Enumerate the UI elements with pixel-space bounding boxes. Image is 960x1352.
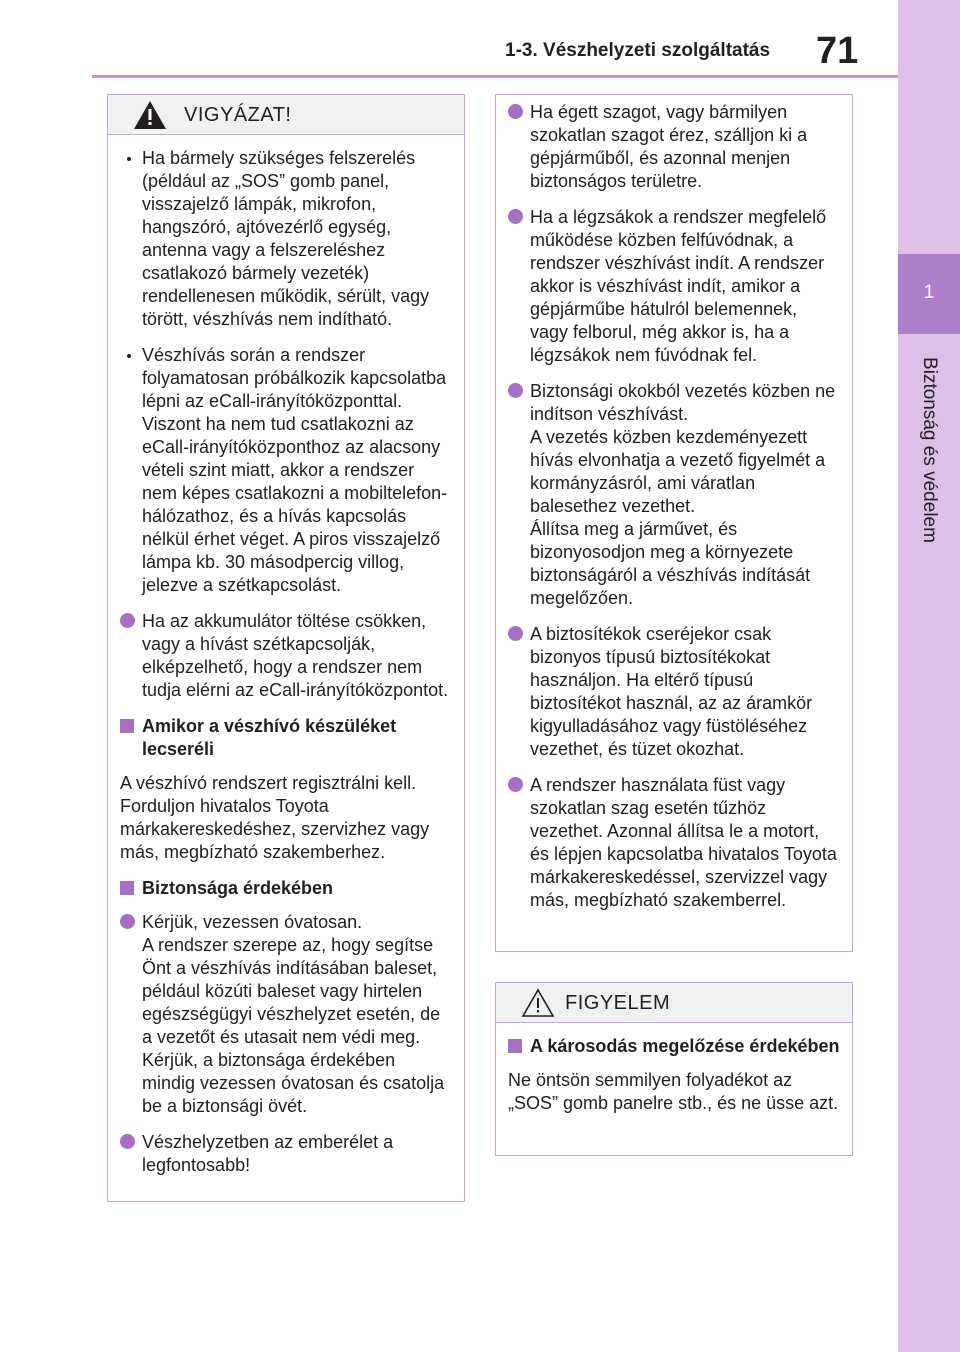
warning-box-content xyxy=(108,135,464,1177)
bullet-text: A rendszer szerepe az, hogy segítse Önt a vészhívás indításában baleset, például közúti baleset vagy hirtelen egészségügyi vészhelyzet esetén, de a vezetőt és utasait nem védi meg. Kérjük, a biztonsága érdekében mindig vezessen óvatosan és csatolja be a biztonsági övét. xyxy=(142,935,445,1116)
bullet-item xyxy=(120,911,452,1118)
warning-box-title: VIGYÁZAT! xyxy=(184,104,292,126)
circle-bullet-icon xyxy=(120,613,135,628)
bullet-text: Ha az akkumulátor töltése csökken, vagy a hívást szétkapcsolják, elképzelhető, hogy a rendszer nem tudja elérni az eCall-irányítóközpontot. xyxy=(142,611,449,700)
bullet-lead: Biztonsági okokból vezetés közben ne indítson vészhívást. xyxy=(530,381,836,424)
bullet-item xyxy=(508,774,840,912)
warning-box-continued xyxy=(495,94,853,952)
bullet-item xyxy=(120,1131,452,1177)
notice-box-content xyxy=(496,1023,852,1115)
header-rule xyxy=(92,75,898,78)
bullet-lead: Kérjük, vezessen óvatosan. xyxy=(142,912,363,932)
warning-triangle-icon xyxy=(132,99,168,131)
bullet-item xyxy=(508,206,840,367)
section-title: 1-3. Vészhelyzeti szolgáltatás xyxy=(505,40,771,61)
circle-bullet-icon xyxy=(120,914,135,929)
warning-box-header xyxy=(108,95,464,135)
caution-triangle-icon xyxy=(520,987,556,1019)
list-item-text: Vészhívás során a rendszer folyamatosan próbálkozik kapcsolatba lépni az eCall-irányítóközponttal. Viszont ha nem tud csatlakozni az eCall-irányítóközponthoz az alacsony vételi szint miatt, akkor a rendszer nem képes csatlakozni a mobiltelefon-hálózathoz, és a hívás kapcsolás nélkül érhet véget. A piros visszajelző lámpa kb. 30 másodpercig villog, jelezve a szétkapcsolást. xyxy=(142,345,448,595)
bullet-text: A biztosítékok cseréjekor csak bizonyos típusú biztosítékokat használjon. Ha eltérő típusú biztosítékot használ, az az áramkör kigyulladásához vagy füstöléséhez vezethet, és tüzet okozhat. xyxy=(530,624,813,759)
dot-marker xyxy=(127,354,131,358)
notice-box xyxy=(495,982,853,1156)
bullet-item xyxy=(508,101,840,193)
list-item-text: Ha bármely szükséges felszerelés (például az „SOS” gomb panel, visszajelző lámpák, mikrofon, hangszóró, ajtóvezérlő egység, antenna vagy a felszereléshez csatlakozó bármely vezeték) rendellenesen működik, sérült, vagy törött, vészhívás nem indítható. xyxy=(142,148,430,329)
bullet-text: Ha égett szagot, vagy bármilyen szokatlan szagot érez, szálljon ki a gépjárműből, és azonnal menjen biztonságos területre. xyxy=(530,102,808,191)
circle-bullet-icon xyxy=(508,209,523,224)
bullet-item xyxy=(508,380,840,610)
chapter-label: Biztonság és védelem xyxy=(919,357,940,543)
bullet-text: A vezetés közben kezdeményezett hívás elvonhatja a vezető figyelmét a kormányzásról, ami váratlan balesethez vezethet. xyxy=(530,427,826,516)
section-heading-text: A károsodás megelőzése érdekében xyxy=(530,1036,840,1056)
page-number: 71 xyxy=(816,30,859,72)
square-bullet-icon xyxy=(120,719,134,733)
continued-content xyxy=(496,95,852,912)
chapter-number: 1 xyxy=(923,282,935,303)
bullet-text: Vészhelyzetben az emberélet a legfontosabb! xyxy=(142,1132,394,1175)
section-heading-text: Biztonsága érdekében xyxy=(142,878,334,898)
notice-body: Ne öntsön semmilyen folyadékot az „SOS” gomb panelre stb., és ne üsse azt. xyxy=(508,1070,839,1113)
notice-box-title: FIGYELEM xyxy=(565,992,671,1014)
circle-bullet-icon xyxy=(508,104,523,119)
bullet-text: A rendszer használata füst vagy szokatlan szag esetén tűzhöz vezethet. Azonnal állítsa le a motort, és lépjen kapcsolatba hivatalos Toyota márkakereskedéssel, szervizzel vagy más, megbízható szakemberrel. xyxy=(530,775,837,910)
square-bullet-icon xyxy=(508,1039,522,1053)
section-body: A vészhívó rendszert regisztrálni kell. Forduljon hivatalos Toyota márkakereskedéshez, szervizhez vagy más, megbízható szakemberhez. xyxy=(120,773,430,862)
side-tab xyxy=(898,0,960,1352)
section-heading xyxy=(120,877,452,900)
section-heading xyxy=(508,1035,840,1058)
list-item xyxy=(120,344,452,597)
chapter-tab[interactable] xyxy=(898,254,960,334)
dot-marker xyxy=(127,157,131,161)
square-bullet-icon xyxy=(120,881,134,895)
bullet-item xyxy=(120,610,452,702)
list-item xyxy=(120,147,452,331)
circle-bullet-icon xyxy=(508,626,523,641)
circle-bullet-icon xyxy=(508,777,523,792)
section-heading xyxy=(120,715,452,761)
bullet-text: Ha a légzsákok a rendszer megfelelő működése közben felfúvódnak, a rendszer vészhívást indít. A rendszer akkor is vészhívást indít, amikor a gépjárműbe hátulról belemennek, vagy felborul, még akkor is, ha a légzsákok nem fúvódnak fel. xyxy=(530,207,827,365)
notice-box-header xyxy=(496,983,852,1023)
bullet-text: Állítsa meg a járművet, és bizonyosodjon meg a környezete biztonságáról a vészhívás indítását megelőzően. xyxy=(530,519,811,608)
bullet-item xyxy=(508,623,840,761)
warning-box xyxy=(107,94,465,1202)
circle-bullet-icon xyxy=(508,383,523,398)
section-heading-text: Amikor a vészhívó készüléket lecseréli xyxy=(142,716,397,759)
circle-bullet-icon xyxy=(120,1134,135,1149)
